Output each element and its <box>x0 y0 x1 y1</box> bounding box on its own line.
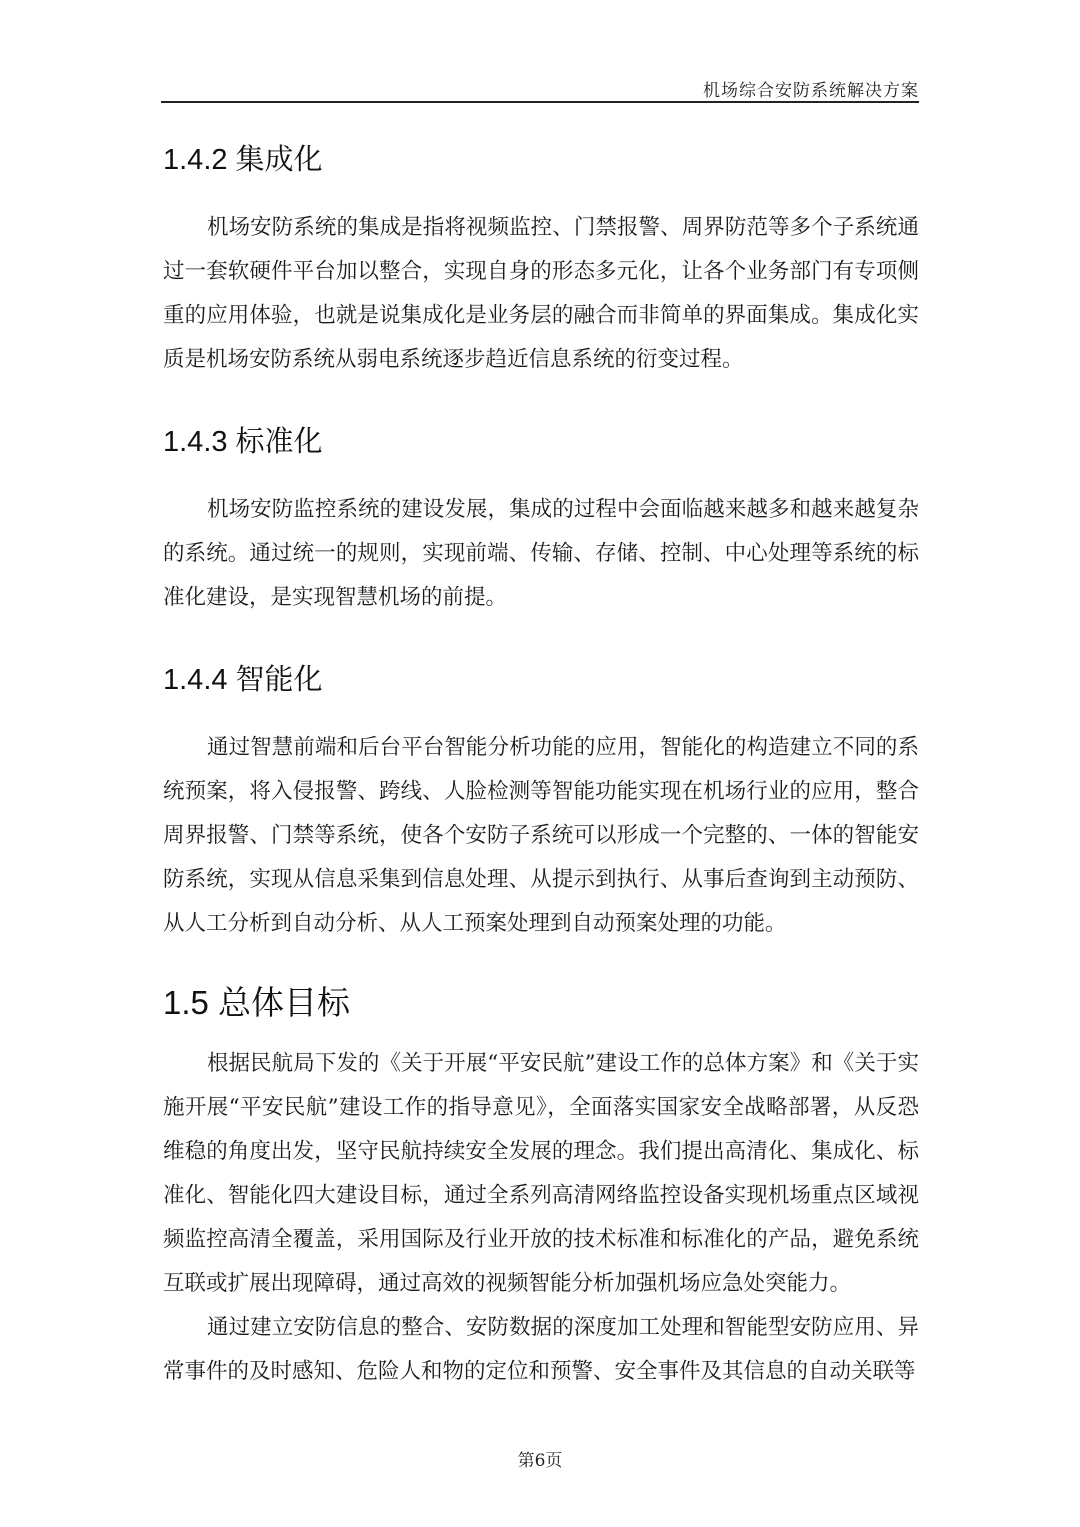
section-1-4-2-paragraph: 机场安防系统的集成是指将视频监控、门禁报警、周界防范等多个子系统通过一套软硬件平台加以整合，实现自身的形态多元化，让各个业务部门有专项侧重的应用体验，也就是说集成化是业务层的融合而非简单的界面集成。集成化实质是机场安防系统从弱电系统逐步趋近信息系统的衍变过程。 <box>163 215 919 372</box>
running-header-title: 机场综合安防系统解决方案 <box>703 81 919 101</box>
section-1-4-4-paragraph: 通过智慧前端和后台平台智能分析功能的应用，智能化的构造建立不同的系统预案，将入侵报警、跨线、人脸检测等智能功能实现在机场行业的应用，整合周界报警、门禁等系统，使各个安防子系统可以形成一个完整的、一体的智能安防系统，实现从信息采集到信息处理、从提示到执行、从事后查询到主动预防、从人工分析到自动分析、从人工预案处理到自动预案处理的功能。 <box>163 735 919 936</box>
section-heading-1-4-4: 1.4.4 智能化 <box>163 664 323 696</box>
section-1-4-3-paragraph: 机场安防监控系统的建设发展，集成的过程中会面临越来越多和越来越复杂的系统。通过统一的规则，实现前端、传输、存储、控制、中心处理等系统的标准化建设，是实现智慧机场的前提。 <box>163 497 919 610</box>
section-1-5-paragraph-2: 通过建立安防信息的整合、安防数据的深度加工处理和智能型安防应用、异常事件的及时感知、危险人和物的定位和预警、安全事件及其信息的自动关联等 <box>163 1315 919 1384</box>
page-number: 第6页 <box>517 1451 563 1471</box>
page-content <box>163 140 919 1394</box>
header-divider <box>161 101 919 103</box>
section-heading-1-4-3: 1.4.3 标准化 <box>163 426 323 458</box>
section-heading-1-4-2: 1.4.2 集成化 <box>163 144 323 176</box>
section-1-5-paragraph-1: 根据民航局下发的《关于开展“平安民航”建设工作的总体方案》和《关于实施开展“平安民航”建设工作的指导意见》，全面落实国家安全战略部署，从反恐维稳的角度出发，坚守民航持续安全发展的理念。我们提出高清化、集成化、标准化、智能化四大建设目标，通过全系列高清网络监控设备实现机场重点区域视频监控高清全覆盖，采用国际及行业开放的技术标准和标准化的产品，避免系统互联或扩展出现障碍，通过高效的视频智能分析加强机场应急处突能力。 <box>163 1051 919 1296</box>
section-heading-1-5: 1.5 总体目标 <box>163 984 351 1021</box>
